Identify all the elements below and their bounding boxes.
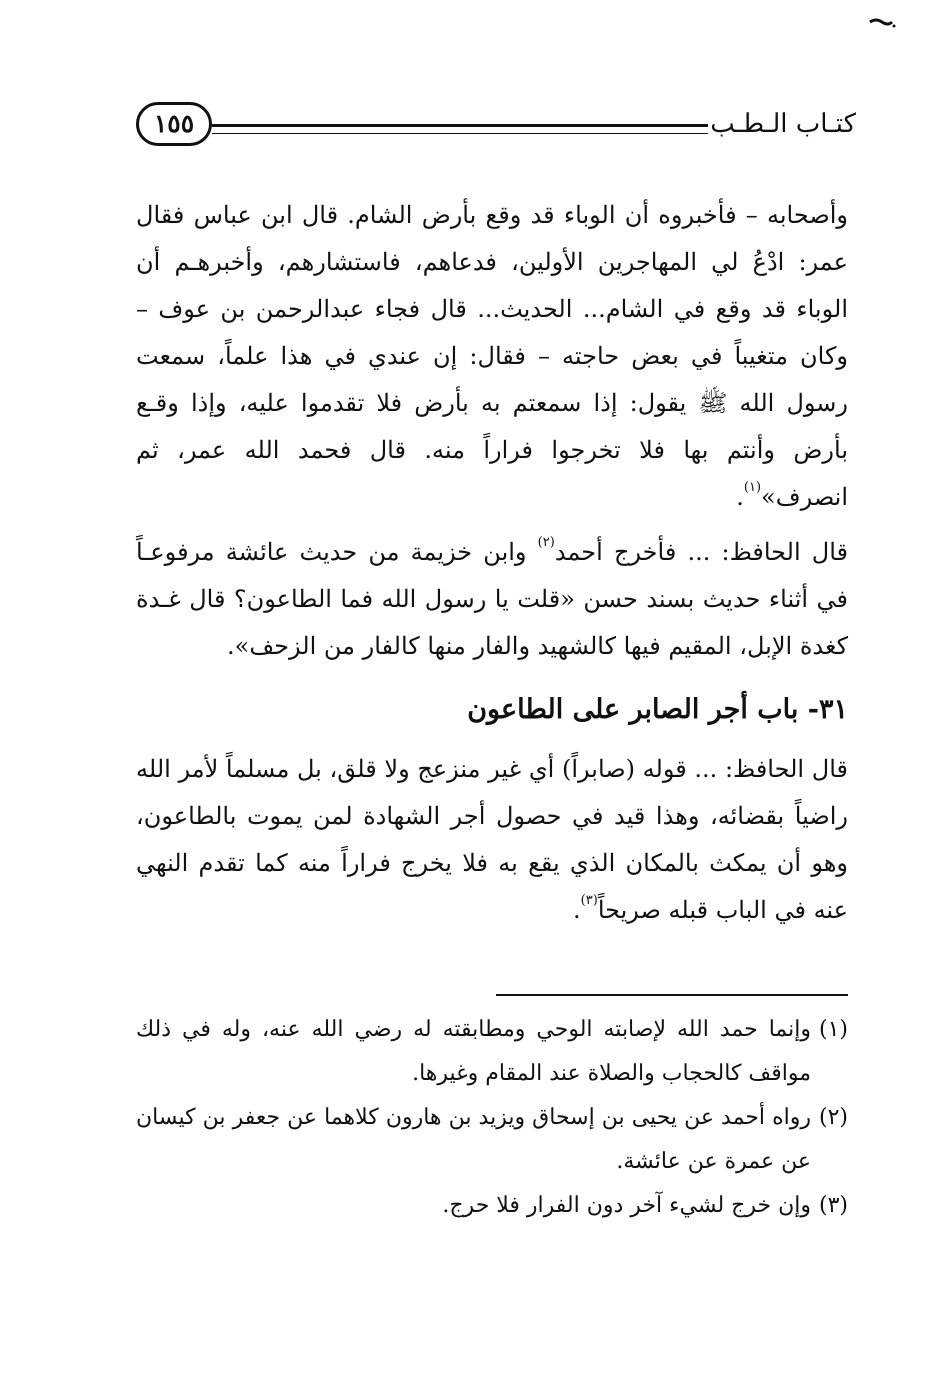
footnote xyxy=(136,1008,848,1096)
footnote-ref: (١) xyxy=(743,480,762,495)
footnote-text: رواه أحمد عن يحيى بن إسحاق ويزيد بن هارون كلاهما عن جعفر بن كيسان عن عمرة عن عائشة. xyxy=(136,1105,811,1174)
header-rule xyxy=(212,124,708,134)
page-header xyxy=(136,100,856,160)
footnote-number: (٢) xyxy=(818,1105,848,1130)
footnote-ref: (٢) xyxy=(537,535,555,550)
footnote-separator xyxy=(496,994,848,996)
paragraph-text: قال الحافظ: ... فأخرج أحمد xyxy=(554,538,848,566)
main-text xyxy=(136,192,848,934)
page-number: ١٥٥ xyxy=(136,102,212,146)
footnote-ref: (٣) xyxy=(580,893,598,908)
paragraph-text: قال الحافظ: ... قوله (صابراً) أي غير منزعج ولا قلق، بل مسلماً لأمر الله راضياً بقضائه، وهذا قيد في حصول أجر الشهادة لمن يموت بالطاعون، وهو أن يمكث بالمكان الذي يقع به فلا يخرج فراراً منه كما تقدم النهي عنه في الباب قبله صريحاً xyxy=(136,755,848,924)
ink-mark-icon xyxy=(868,14,896,30)
paragraph xyxy=(136,746,848,934)
paragraph xyxy=(136,529,848,670)
footnote-number: (٣) xyxy=(818,1193,848,1218)
footnote-text: وإنما حمد الله لإصابته الوحي ومطابقته له رضي الله عنه، وله في ذلك مواقف كالحجاب والصلاة عند المقام وغيرها. xyxy=(136,1017,811,1086)
paragraph-end: . xyxy=(573,896,581,924)
paragraph-text: وأصحابه – فأخبروه أن الوباء قد وقع بأرض الشام. قال ابن عباس فقال عمر: ادْعُ لي المهاجرين الأولين، فدعاهم، فاستشارهم، وأخبرهـم أن الوباء قد وقع في الشام... الحديث... قال فجاء عبدالرحمن بن عوف – وكان متغيباً في بعض حاجته – فقال: إن عندي في هذا علماً، سمعت رسول الله ﷺ يقول: إذا سمعتم به بأرض فلا تقدموا عليه، وإذا وقـع بأرض وأنتم بها فلا تخرجوا فراراً منه. قال فحمد الله عمر، ثم انصرف» xyxy=(136,201,848,511)
footnote-text: وإن خرج لشيء آخر دون الفرار فلا حرج. xyxy=(442,1193,811,1218)
footnote-number: (١) xyxy=(818,1017,848,1042)
footnotes xyxy=(136,1008,848,1228)
paragraph xyxy=(136,192,848,521)
footnote xyxy=(136,1184,848,1228)
paragraph-end: . xyxy=(736,483,744,511)
paragraph-text: وابن خزيمة من حديث عائشة مرفوعـاً في أثناء حديث بسند حسن «قلت يا رسول الله فما الطاعون؟ قال غـدة كغدة الإبل، المقيم فيها كالشهيد والفار منها كالفار من الزحف». xyxy=(136,538,848,660)
section-heading: ٣١- باب أجر الصابر على الطاعون xyxy=(467,694,848,725)
running-title: كتـاب الـطـب xyxy=(710,109,856,139)
footnote xyxy=(136,1096,848,1184)
